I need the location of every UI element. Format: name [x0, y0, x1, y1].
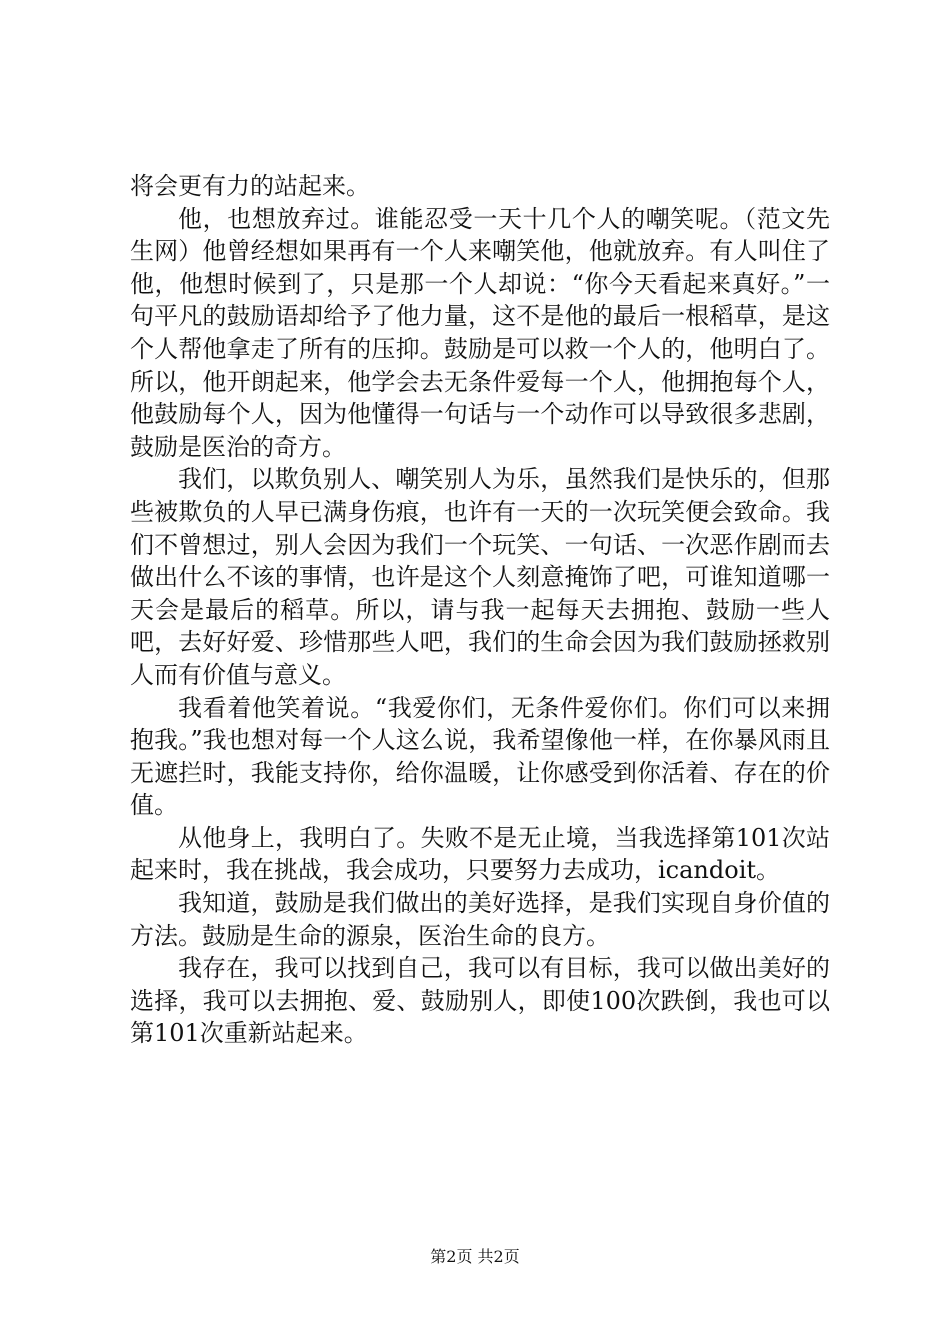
paragraph-6: 我知道，鼓励是我们做出的美好选择，是我们实现自身价值的方法。鼓励是生命的源泉，医治生命的良方。: [130, 889, 830, 950]
paragraph-5: 从他身上，我明白了。失败不是无止境，当我选择第101次站起来时，我在挑战，我会成功，只要努力去成功，icandoit。: [130, 823, 830, 885]
paragraph-3: 我们，以欺负别人、嘲笑别人为乐，虽然我们是快乐的，但那些被欺负的人早已满身伤痕，也许有一天的一次玩笑便会致命。我们不曾想过，别人会因为我们一个玩笑、一句话、一次恶作剧而去做出什么不该的事情，也许是这个人刻意掩饰了吧，可谁知道哪一天会是最后的稻草。所以，请与我一起每天去拥抱、鼓励一些人吧，去好好爱、珍惜那些人吧，我们的生命会因为我们鼓励拯救别人而有价值与意义。: [130, 465, 830, 689]
paragraph-7: 我存在，我可以找到自己，我可以有目标，我可以做出美好的选择，我可以去拥抱、爱、鼓励别人，即使100次跌倒，我也可以第101次重新站起来。: [130, 954, 830, 1048]
paragraph-4: 我看着他笑着说。“我爱你们，无条件爱你们。你们可以来拥抱我。”我也想对每一个人这么说，我希望像他一样，在你暴风雨且无遮拦时，我能支持你，给你温暖，让你感受到你活着、存在的价值。: [130, 693, 830, 820]
page-footer: 第2页 共2页: [430, 1247, 520, 1266]
document-body: [130, 170, 830, 1050]
paragraph-1: 将会更有力的站起来。: [130, 172, 370, 200]
paragraph-2: 他，也想放弃过。谁能忍受一天十几个人的嘲笑呢。（范文先生网）他曾经想如果再有一个人来嘲笑他，他就放弃。有人叫住了他，他想时候到了，只是那一个人却说：“你今天看起来真好。”一句平凡的鼓励语却给予了他力量，这不是他的最后一根稻草，是这个人帮他拿走了所有的压抑。鼓励是可以救一个人的，他明白了。所以，他开朗起来，他学会去无条件爱每一个人，他拥抱每个人，他鼓励每个人，因为他懂得一句话与一个动作可以导致很多悲剧，鼓励是医治的奇方。: [130, 204, 830, 461]
